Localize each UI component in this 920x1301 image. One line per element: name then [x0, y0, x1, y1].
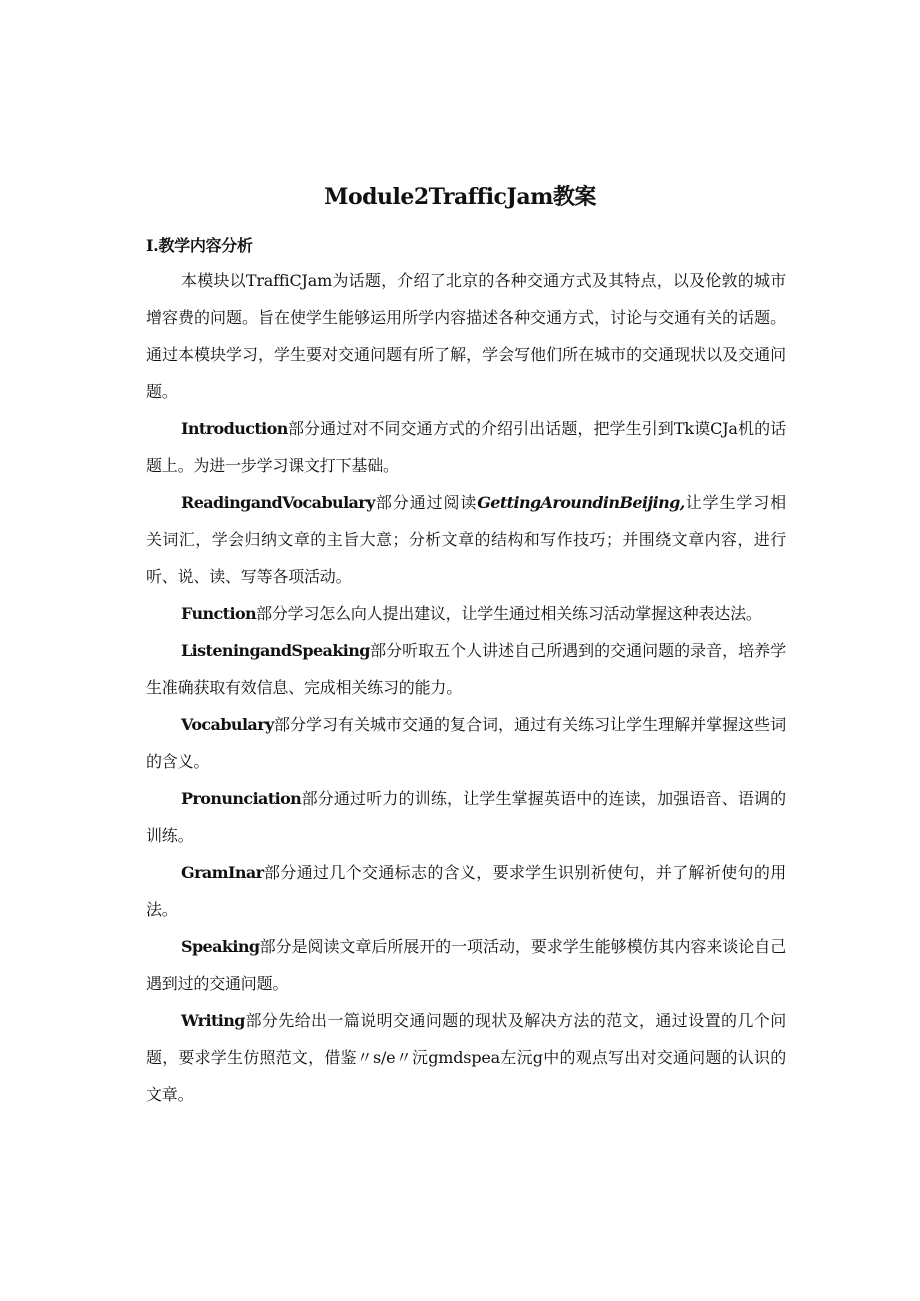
paragraph-reading: [146, 484, 786, 595]
paragraph-function: [146, 595, 786, 632]
paragraph-pronunciation-text: 部分通过听力的训练，让学生掌握英语中的连读，加强语音、语调的训练。: [146, 789, 786, 845]
paragraph-vocabulary: [146, 706, 786, 780]
document-title: Module2TrafficJam教案: [324, 184, 596, 210]
paragraph-writing-text: 部分先给出一篇说明交通问题的现状及解决方法的范文，通过设置的几个问题，要求学生仿照范文，借鉴〃s/e〃沅gmdspea左沅g中的观点写出对交通问题的认识的文章。: [146, 1011, 786, 1104]
reading-article-title: GettingAroundinBeijing,: [477, 493, 685, 512]
keyword-vocabulary: Vocabulary: [181, 715, 274, 734]
paragraph-speaking: [146, 928, 786, 1002]
paragraph-speaking-text: 部分是阅读文章后所展开的一项活动，要求学生能够模仿其内容来谈论自己遇到过的交通问题。: [146, 937, 786, 993]
keyword-grammar: GramInar: [181, 863, 264, 882]
keyword-function: Function: [181, 604, 257, 623]
keyword-introduction: Introduction: [181, 419, 288, 438]
paragraph-grammar: [146, 854, 786, 928]
paragraph-intro-text: 本模块以TraffiCJam为话题，介绍了北京的各种交通方式及其特点，以及伦敦的城市增容费的问题。旨在使学生能够运用所学内容描述各种交通方式，讨论与交通有关的话题。通过本模块学习，学生要对交通问题有所了解，学会写他们所在城市的交通现状以及交通问题。: [146, 271, 786, 401]
paragraph-grammar-text: 部分通过几个交通标志的含义，要求学生识别祈使句，并了解祈使句的用法。: [146, 863, 786, 919]
paragraph-reading-text-b: 让学生学习相关词汇，学会归纳文章的主旨大意；分析文章的结构和写作技巧；并围绕文章内容，进行听、说、读、写等各项活动。: [146, 493, 786, 586]
paragraph-listening: [146, 632, 786, 706]
keyword-listening-speaking: ListeningandSpeaking: [181, 641, 370, 660]
keyword-speaking: Speaking: [181, 937, 260, 956]
paragraph-listening-text: 部分听取五个人讲述自己所遇到的交通问题的录音，培养学生准确获取有效信息、完成相关练习的能力。: [146, 641, 786, 697]
document-body: [146, 262, 786, 1113]
keyword-reading-vocabulary: ReadingandVocabulary: [181, 493, 375, 512]
paragraph-function-text: 部分学习怎么向人提出建议，让学生通过相关练习活动掌握这种表达法。: [256, 604, 762, 623]
paragraph-vocabulary-text: 部分学习有关城市交通的复合词，通过有关练习让学生理解并掌握这些词的含义。: [146, 715, 786, 771]
section-heading: I.教学内容分析: [146, 236, 253, 255]
paragraph-writing: [146, 1002, 786, 1113]
paragraph-introduction: [146, 410, 786, 484]
paragraph-intro: [146, 262, 786, 410]
keyword-writing: Writing: [181, 1011, 245, 1030]
paragraph-introduction-text: 部分通过对不同交通方式的介绍引出话题，把学生引到Tk谟CJa机的话题上。为进一步学习课文打下基础。: [146, 419, 786, 475]
paragraph-pronunciation: [146, 780, 786, 854]
keyword-pronunciation: Pronunciation: [181, 789, 302, 808]
paragraph-reading-text-a: 部分通过阅读: [374, 493, 478, 512]
